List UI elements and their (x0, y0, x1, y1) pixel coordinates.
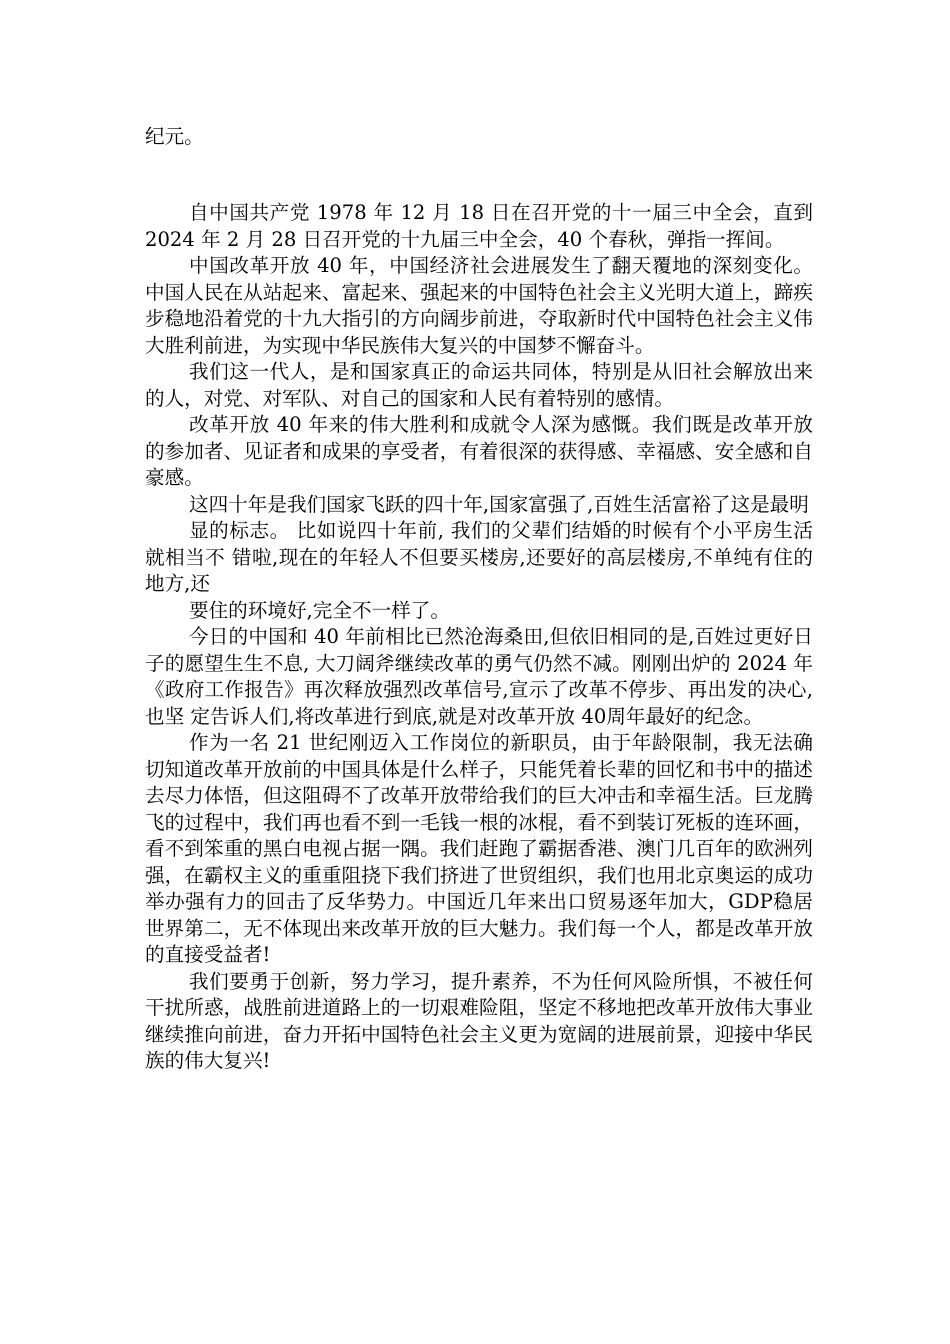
paragraph-3: 我们这一代人，是和国家真正的命运共同体，特别是从旧社会解放出来的人，对党、对军队、对自己的国家和人民有着特别的感情。 (145, 360, 813, 410)
fragment-text: 纪元。 (145, 125, 204, 148)
document-body (145, 200, 813, 1075)
paragraph-2: 中国改革开放 40 年，中国经济社会进展发生了翻天覆地的深刻变化。中国人民在从站起来、富起来、强起来的中国特色社会主义光明大道上，蹄疾步稳地沿着党的十九大指引的方向阔步前进，夺取新时代中国特色社会主义伟大胜利前进，为实现中华民族伟大复兴的中国梦不懈奋斗。 (145, 254, 813, 357)
continued-fragment (145, 124, 813, 151)
paragraph-5: 这四十年是我们国家飞跃的四十年,国家富强了,百姓生活富裕了这是最明 (189, 492, 809, 516)
paragraph-10: 我们要勇于创新，努力学习，提升素养，不为任何风险所惧，不被任何干扰所惑，战胜前进道路上的一切艰难险阻，坚定不移地把改革开放伟大事业继续推向前进，奋力开拓中国特色社会主义更为宽阔的进展前景，迎接中华民族的伟大复兴! (145, 969, 813, 1072)
paragraph-1: 自中国共产党 1978 年 12 月 18 日在召开党的十一届三中全会，直到 2024 年 2 月 28 日召开党的十九届三中全会，40 个春秋，弹指一挥间。 (145, 201, 813, 251)
paragraph-4: 改革开放 40 年来的伟大胜利和成就令人深为感慨。我们既是改革开放的参加者、见证者和成果的享受者，有着很深的获得感、幸福感、安全感和自豪感。 (145, 413, 813, 489)
paragraph-6: 显的标志。 比如说四十年前, 我们的父辈们结婚的时候有个小平房生活就相当不 错啦,现在的年轻人不但要买楼房,还要好的高层楼房,不单纯有住的地方,还 (145, 519, 813, 595)
paragraph-7: 要住的环境好,完全不一样了。 (189, 598, 450, 622)
paragraph-9: 作为一名 21 世纪刚迈入工作岗位的新职员，由于年龄限制，我无法确切知道改革开放前的中国具体是什么样子，只能凭着长辈的回忆和书中的描述去尽力体悟，但这阻碍不了改革开放带给我们的巨大冲击和幸福生活。巨龙腾飞的过程中，我们再也看不到一毛钱一根的冰棍，看不到装订死板的连环画，看不到笨重的黑白电视占据一隅。我们赶跑了霸据香港、澳门几百年的欧洲列强，在霸权主义的重重阻挠下我们挤进了世贸组织，我们也用北京奥运的成功举办强有力的回击了反华势力。中国近几年来出口贸易逐年加大，GDP稳居世界第二，无不体现出来改革开放的巨大魅力。我们每一个人，都是改革开放的直接受益者! (145, 731, 813, 966)
paragraph-8: 今日的中国和 40 年前相比已然沧海桑田,但依旧相同的是,百姓过更好日子的愿望生生不息, 大刀阔斧继续改革的勇气仍然不减。刚刚出炉的 2024 年《政府工作报告》再次释放强烈改革信号,宣示了改革不停步、再出发的决心,也坚 定告诉人们,将改革进行到底,就是对改革开放 40周年最好的纪念。 (145, 625, 813, 728)
